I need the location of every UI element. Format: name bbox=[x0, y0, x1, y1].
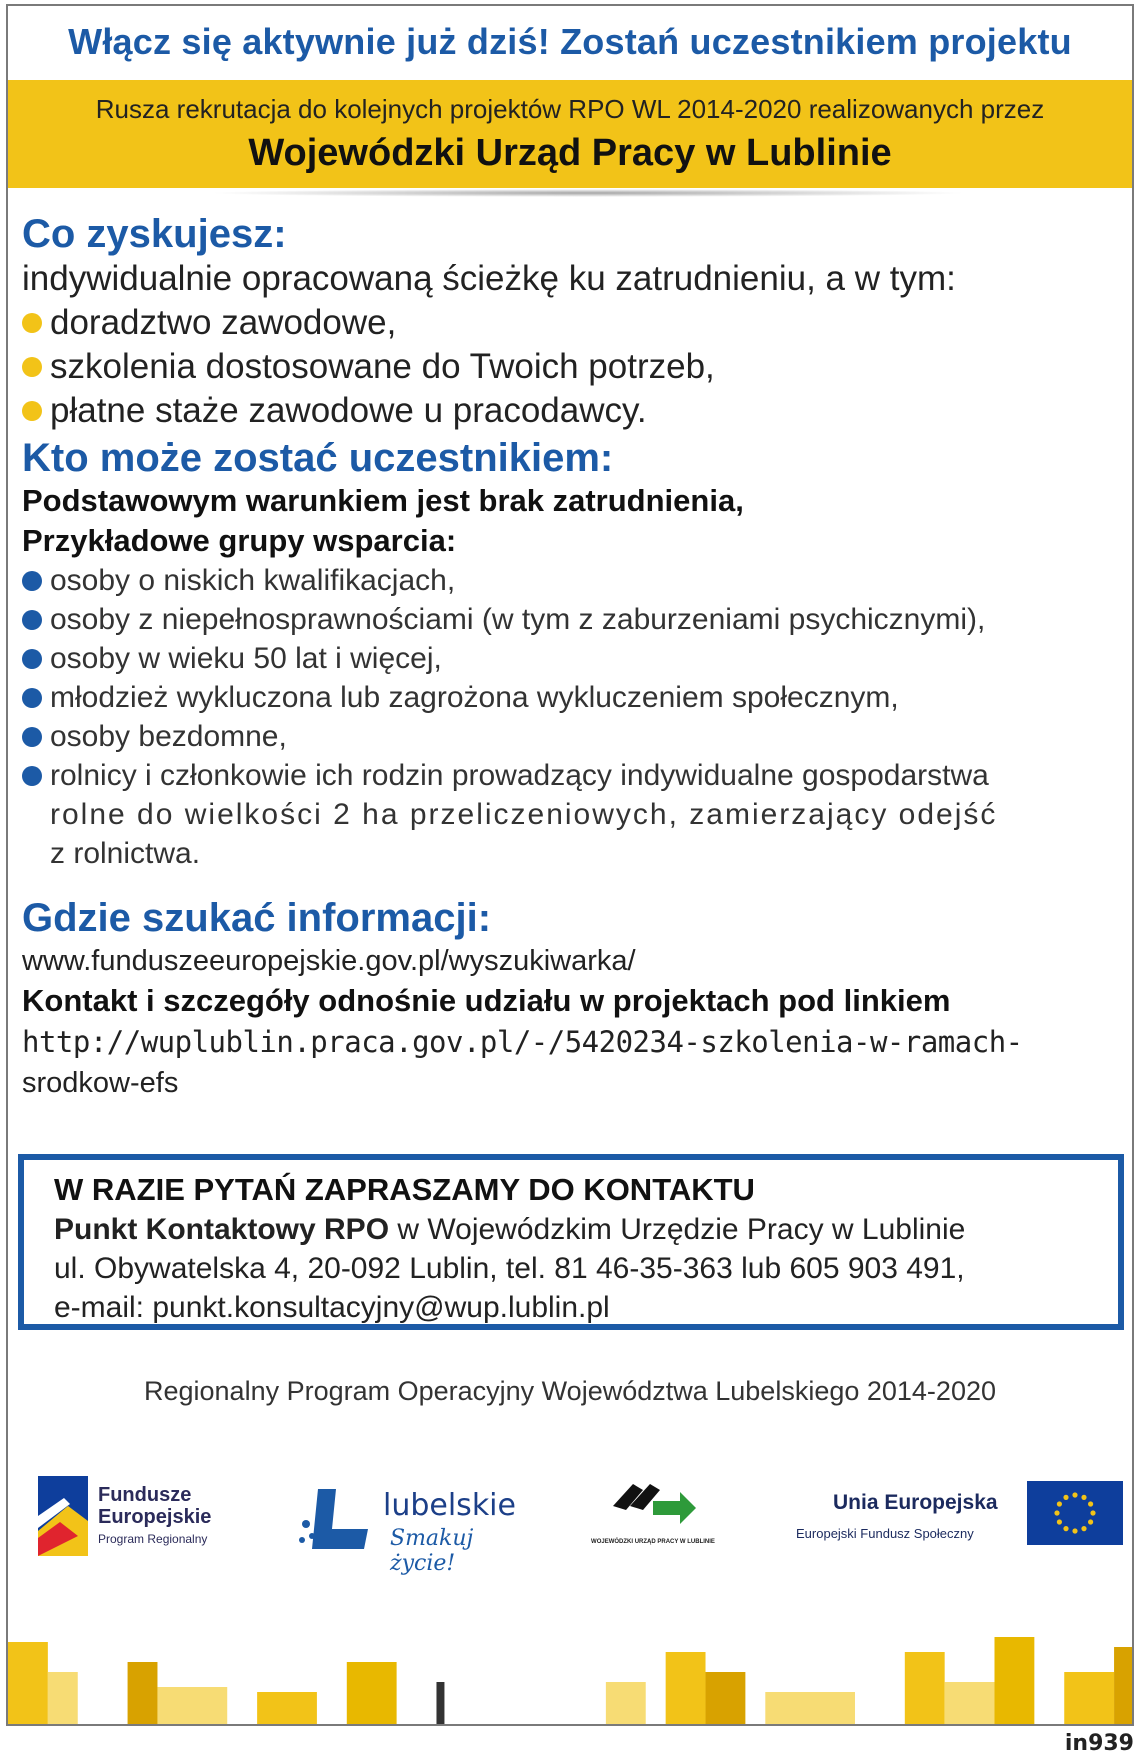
office-name: Wojewódzki Urząd Pracy w Lublinie bbox=[248, 132, 892, 174]
eu-stars-icon bbox=[1027, 1481, 1123, 1545]
recruitment-banner bbox=[8, 80, 1132, 188]
info-link-2[interactable]: http://wuplublin.praca.gov.pl/-/5420234-szkolenia-w-ramach- bbox=[22, 1025, 1023, 1059]
ue-fund: Europejski Fundusz Społeczny bbox=[796, 1526, 974, 1541]
banner-shadow bbox=[208, 189, 968, 197]
group-item-continuation: rolne do wielkości 2 ha przeliczeniowych, zamierzający odejść bbox=[50, 798, 998, 831]
group-item: młodzież wykluczona lub zagrożona wykluczeniem społecznym, bbox=[22, 678, 1122, 717]
recruitment-text: Rusza rekrutacja do kolejnych projektów RPO WL 2014-2020 realizowanych przez bbox=[95, 94, 1045, 124]
benefit-item: płatne staże zawodowe u pracodawcy. bbox=[22, 389, 1122, 433]
bullet-dot-icon bbox=[22, 313, 42, 333]
contact-box-heading: W RAZIE PYTAŃ ZAPRASZAMY DO KONTAKTU bbox=[54, 1172, 755, 1207]
fe-subtitle: Program Regionalny bbox=[98, 1532, 208, 1546]
fe-title: Fundusze Europejskie bbox=[98, 1484, 212, 1528]
fe-flag-icon bbox=[38, 1476, 88, 1556]
contact-point-location: w Wojewódzkim Urzędzie Pracy w Lublinie bbox=[389, 1213, 966, 1246]
wup-arrows-icon bbox=[608, 1476, 698, 1531]
contact-point bbox=[54, 1210, 1118, 1249]
ue-logo bbox=[793, 1466, 1123, 1576]
benefits-heading: Co zyskujesz: bbox=[22, 212, 287, 256]
fundusze-europejskie-logo bbox=[38, 1466, 248, 1576]
eu-flag-icon bbox=[1027, 1481, 1123, 1545]
bullet-dot-icon bbox=[22, 649, 42, 669]
eligibility-condition: Podstawowym warunkiem jest brak zatrudnienia, bbox=[22, 483, 744, 518]
page-title: Włącz się aktywnie już dziś! Zostań uczestnikiem projektu bbox=[68, 21, 1072, 62]
group-item: osoby z niepełnosprawnościami (w tym z zaburzeniami psychicznymi), bbox=[22, 600, 1122, 639]
bullet-dot-icon bbox=[22, 401, 42, 421]
bullet-dot-icon bbox=[22, 727, 42, 747]
lubelskie-logo bbox=[298, 1466, 528, 1576]
logo-strip bbox=[8, 1466, 1132, 1586]
bullet-dot-icon bbox=[22, 766, 42, 786]
contact-line: Kontakt i szczegóły odnośnie udziału w projektach pod linkiem bbox=[22, 983, 951, 1018]
group-item: osoby o niskich kwalifikacjach, bbox=[22, 561, 1122, 600]
benefits-intro: indywidualnie opracowaną ścieżkę ku zatrudnieniu, a w tym: bbox=[22, 259, 956, 298]
group-item: osoby w wieku 50 lat i więcej, bbox=[22, 639, 1122, 678]
bullet-dot-icon bbox=[22, 571, 42, 591]
watermark-code: in939 bbox=[1064, 1731, 1134, 1756]
contact-email[interactable]: e-mail: punkt.konsultacyjny@wup.lublin.pl bbox=[54, 1291, 610, 1324]
lubelskie-tagline: Smakuj życie! bbox=[390, 1526, 474, 1576]
contact-box bbox=[18, 1154, 1124, 1330]
lubelskie-mark-icon bbox=[298, 1484, 378, 1554]
info-link-2-cont[interactable]: srodkow-efs bbox=[22, 1067, 179, 1099]
program-name: Regionalny Program Operacyjny Województwa Lubelskiego 2014-2020 bbox=[144, 1376, 996, 1406]
contact-address: ul. Obywatelska 4, 20-092 Lublin, tel. 81 46-35-363 lub 605 903 491, bbox=[54, 1252, 965, 1285]
contact-point-name: Punkt Kontaktowy RPO bbox=[54, 1213, 390, 1246]
main-content bbox=[22, 211, 1122, 1103]
group-item: osoby bezdomne, bbox=[22, 717, 1122, 756]
group-item: rolnicy i członkowie ich rodzin prowadzący indywidualne gospodarstwa bbox=[22, 756, 1122, 795]
leaflet bbox=[6, 4, 1134, 1726]
info-link-1[interactable]: www.funduszeeuropejskie.gov.pl/wyszukiwarka/ bbox=[22, 945, 636, 977]
eligibility-heading: Kto może zostać uczestnikiem: bbox=[22, 436, 614, 480]
wup-logo bbox=[588, 1466, 718, 1576]
benefit-item: doradztwo zawodowe, bbox=[22, 301, 1122, 345]
benefit-item: szkolenia dostosowane do Twoich potrzeb, bbox=[22, 345, 1122, 389]
decorative-buildings bbox=[8, 1632, 1132, 1726]
ue-name: Unia Europejska bbox=[833, 1491, 998, 1514]
bullet-dot-icon bbox=[22, 357, 42, 377]
lubelskie-name: lubelskie bbox=[383, 1488, 516, 1523]
wup-name: WOJEWÓDZKI URZĄD PRACY W LUBLINIE bbox=[591, 1539, 715, 1545]
bullet-dot-icon bbox=[22, 610, 42, 630]
bullet-dot-icon bbox=[22, 688, 42, 708]
info-heading: Gdzie szukać informacji: bbox=[22, 896, 492, 940]
groups-label: Przykładowe grupy wsparcia: bbox=[22, 523, 457, 558]
group-item-continuation: z rolnictwa. bbox=[50, 837, 201, 870]
